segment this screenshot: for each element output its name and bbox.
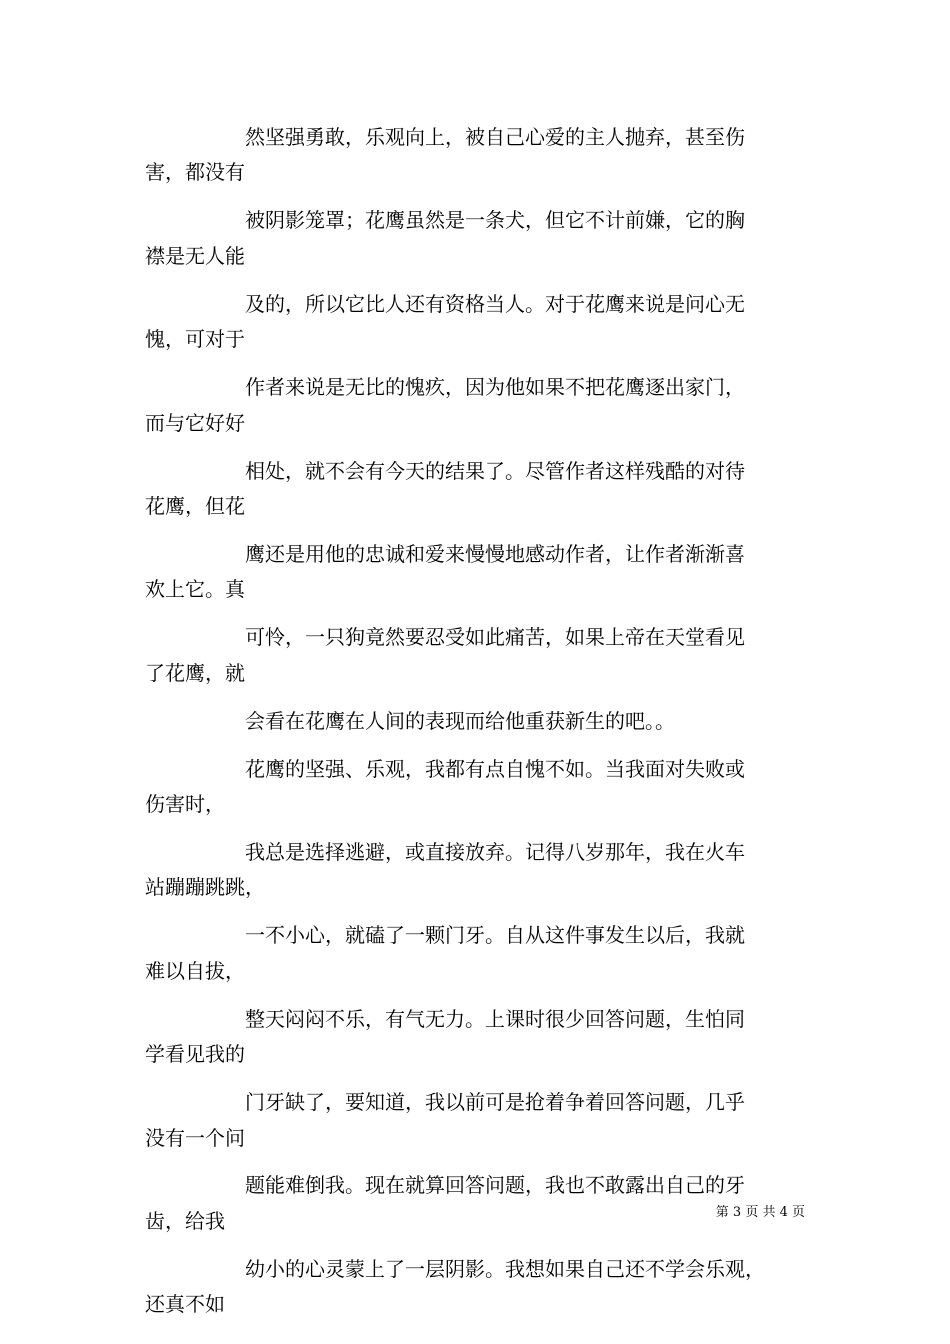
text-line: 愧，可对于 <box>145 327 245 352</box>
paragraph <box>145 752 815 823</box>
text-line: 可怜，一只狗竟然要忍受如此痛苦，如果上帝在天堂看见 <box>245 625 745 650</box>
text-line: 相处，就不会有今天的结果了。尽管作者这样残酷的对待 <box>245 458 745 483</box>
text-line: 被阴影笼罩；花鹰虽然是一条犬，但它不计前嫌，它的胸 <box>245 208 745 233</box>
paragraph <box>145 454 815 525</box>
text-line: 还真不如 <box>145 1292 225 1317</box>
text-line: 伤害时， <box>145 792 225 816</box>
paragraph <box>145 287 815 358</box>
paragraph <box>145 1252 815 1323</box>
text-line: 花鹰的坚强、乐观，我都有点自愧不如。当我面对失败或 <box>245 756 745 781</box>
text-line: 而与它好好 <box>145 410 245 435</box>
text-line: 学看见我的 <box>145 1042 245 1067</box>
text-line: 门牙缺了，要知道，我以前可是抢着争着回答问题，几乎 <box>245 1090 745 1115</box>
text-line: 站蹦蹦跳跳， <box>145 875 265 900</box>
text-line: 齿，给我 <box>145 1208 225 1233</box>
paragraph <box>145 203 815 274</box>
text-line: 鹰还是用他的忠诚和爱来慢慢地感动作者，让作者渐渐喜 <box>245 541 745 566</box>
text-line: 然坚强勇敢，乐观向上，被自己心爱的主人抛弃，甚至伤 <box>245 125 745 149</box>
text-line: 我总是选择逃避，或直接放弃。记得八岁那年，我在火车 <box>245 839 745 864</box>
page-footer: 第 3 页 共 4 页 <box>715 1205 805 1220</box>
text-line: 花鹰，但花 <box>145 493 245 518</box>
text-line: 题能难倒我。现在就算回答问题，我也不敢露出自己的牙 <box>245 1173 745 1198</box>
text-line: 整天闷闷不乐，有气无力。上课时很少回答问题，生怕同 <box>245 1006 745 1031</box>
paragraph <box>145 620 815 691</box>
text-line: 害，都没有 <box>145 160 245 185</box>
paragraph <box>145 704 815 739</box>
paragraph <box>145 370 815 441</box>
body-text <box>145 120 815 1335</box>
text-line: 没有一个问 <box>145 1125 245 1150</box>
paragraph <box>145 918 815 989</box>
text-line: 幼小的心灵蒙上了一层阴影。我想如果自己还不学会乐观， <box>245 1256 765 1281</box>
paragraph <box>145 537 815 608</box>
text-line: 难以自拔， <box>145 958 245 983</box>
paragraph <box>145 1168 815 1239</box>
text-line: 欢上它。真 <box>145 577 245 602</box>
text-line: 会看在花鹰在人间的表现而给他重获新生的吧。。 <box>245 708 675 733</box>
paragraph <box>145 1085 815 1156</box>
text-line: 襟是无人能 <box>145 243 245 268</box>
text-line: 及的，所以它比人还有资格当人。对于花鹰来说是问心无 <box>245 291 745 316</box>
text-line: 作者来说是无比的愧疚，因为他如果不把花鹰逐出家门， <box>245 375 745 400</box>
paragraph <box>145 1002 815 1073</box>
text-line: 一不小心，就磕了一颗门牙。自从这件事发生以后，我就 <box>245 923 745 948</box>
paragraph <box>145 835 815 906</box>
text-line: 了花鹰，就 <box>145 660 245 685</box>
paragraph <box>145 120 815 191</box>
